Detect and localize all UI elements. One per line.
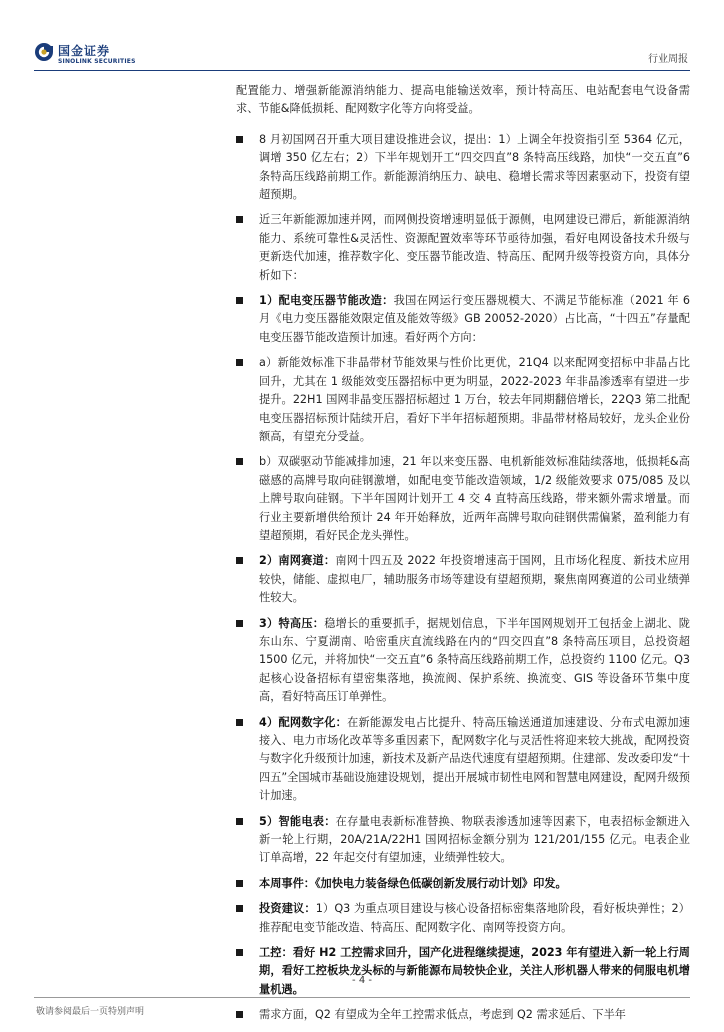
brand-name-en: SINOLINK SECURITIES bbox=[58, 58, 136, 65]
paragraph-text: 我国在网运行变压器规模大、不满足节能标准（2021 年 6 月《电力变压器能效限定值及能效等级》GB 20052-2020）占比高，“十四五”存量配电变压器节能改造预计加速。看好两个方向： bbox=[259, 294, 690, 344]
paragraph-lead: 2）南网赛道： bbox=[259, 554, 336, 568]
brand-name-cn: 国金证券 bbox=[58, 44, 111, 58]
paragraph-text: 《加快电力装备绿色低碳创新发展行动计划》印发。 bbox=[314, 876, 567, 890]
paragraph-text: 8 月初国网召开重大项目建设推进会议，提出：1）上调全年投资指引至 5364 亿元，调增 350 亿左右；2）下半年规划开工“四交四直”8 条特高压线路，加快“一交五直”6 条特高压线路前期工作。新能源消纳压力、缺电、稳增长需求等因素驱动下，投资有望超预期。 bbox=[259, 132, 690, 202]
paragraph-text: 在存量电表新标准替换、物联表渗透加速等因素下，电表招标金额进入新一轮上行期，20A/21A/22H1 国网招标金额分别为 121/201/155 亿元。电表企业订单高增，22 年起交付有望加速，业绩弹性较大。 bbox=[259, 814, 690, 865]
bullet-square-icon bbox=[236, 136, 243, 143]
report-type: 行业周报 bbox=[648, 54, 688, 65]
paragraph-text: b）双碳驱动节能减排加速，21 年以来变压器、电机新能效标准陆续落地，低损耗&高磁感的高牌号取向硅钢激增，如配电变节能改造领域，1/2 级能效要求 075/085 及以上牌号取向硅钢。下半年国网计划开工 4 交 4 直特高压线路，带来额外需求增量。而行业主要新增供给预计 24 年开始释放，近两年高牌号取向硅钢供需偏紧，盈利能力有望超预期，看好民企龙头弹性。 bbox=[259, 455, 690, 542]
bullet-square-icon bbox=[236, 949, 243, 956]
sinolink-logo-icon bbox=[34, 42, 54, 62]
bullet-paragraph-11 bbox=[236, 900, 690, 937]
paragraph-text: a）新能效标准下非晶带材节能效果与性价比更优，21Q4 以来配网变招标中非晶占比回升，尤其在 1 级能效变压器招标中更为明显，2022-2023 年非晶渗透率有望进一步提升。22H1 国网非晶变压器招标超过 1 万台，较去年同期翻倍增长，22Q3 第二批配电变压器招标预计陆续开启，看好下半年招标超预期。非晶带材格局较好，龙头企业份额高，有望充分受益。 bbox=[259, 356, 690, 443]
header-divider bbox=[34, 70, 690, 71]
paragraph-text: 1）Q3 为重点项目建设与核心设备招标密集落地阶段，看好板块弹性；2）推荐配电变节能改造、特高压、配网数字化、南网等投资方向。 bbox=[259, 902, 690, 934]
bullet-paragraph-2 bbox=[236, 211, 690, 285]
paragraph-text: 近三年新能源加速并网，而网侧投资增速明显低于源侧，电网建设已滞后，新能源消纳能力、系统可靠性&灵活性、资源配置效率等环节亟待加强，看好电网设备技术升级与更新迭代加速，推荐数字化、变压器节能改造、特高压、配网升级等投资方向，具体分析如下： bbox=[259, 213, 690, 282]
paragraph-lead: 3）特高压： bbox=[259, 616, 325, 630]
bullet-square-icon bbox=[236, 359, 243, 366]
bullet-paragraph-9 bbox=[236, 813, 690, 868]
paragraph-text: 需求方面，Q2 有望成为全年工控需求低点，考虑到 Q2 需求延后、下半年 bbox=[259, 1008, 626, 1022]
bullet-paragraph-6 bbox=[236, 552, 690, 607]
bullet-paragraph-7 bbox=[236, 615, 690, 707]
bullet-square-icon bbox=[236, 905, 243, 912]
paragraph-text: 看好 H2 工控需求回升，国产化进程继续提速，2023 年有望进入新一轮上行周期，看好工控板块龙头标的与新能源布局较快企业，关注人形机器人带来的伺服电机增量机遇。 bbox=[259, 946, 690, 996]
bullet-paragraph-10 bbox=[236, 875, 690, 893]
paragraph-text: 南网十四五及 2022 年投资增速高于国网，且市场化程度、新技术应用较快，储能、虚拟电厂，辅助服务市场等建设有望超预期，聚焦南网赛道的公司业绩弹性较大。 bbox=[259, 554, 690, 605]
bullet-paragraph-12 bbox=[236, 944, 690, 999]
bullet-paragraph-1 bbox=[236, 131, 690, 205]
bullet-paragraph-3 bbox=[236, 292, 690, 347]
bullet-square-icon bbox=[236, 818, 243, 825]
bullet-paragraph-13 bbox=[236, 1006, 690, 1024]
footer-disclaimer: 敬请参阅最后一页特别声明 bbox=[36, 1007, 145, 1017]
bullet-paragraph-8 bbox=[236, 714, 690, 806]
bullet-square-icon bbox=[236, 880, 243, 887]
paragraph-lead: 5）智能电表： bbox=[259, 814, 336, 828]
bullet-square-icon bbox=[236, 216, 243, 223]
paragraph-lead: 1）配电变压器节能改造： bbox=[259, 294, 394, 308]
bullet-paragraph-5 bbox=[236, 453, 690, 545]
paragraph-text: 稳增长的重要抓手，据规划信息，下半年国网规划开工包括金上湖北、陇东山东、宁夏湖南、哈密重庆直流线路在内的“四交四直”8 条特高压项目，总投资超 1500 亿元，并将加快“一交五直”6 条特高压线路前期工作，总投资约 1100 亿元。Q3 起核心设备招标有望密集落地，换流阀、保护系统、换流变、GIS 等设备环节集中度高，看好特高压订单弹性。 bbox=[259, 616, 690, 704]
paragraph-text: 在新能源发电占比提升、特高压输送通道加速建设、分布式电源加速接入、电力市场化改革等多重因素下，配网数字化与灵活性将迎来较大挑战，配网投资与数字化升级预计加速，新技术及新产品迭代速度有望超预期。住建部、发改委印发“十四五”全国城市基础设施建设规划，提出开展城市韧性电网和智慧电网建设，配网升级预计加速。 bbox=[259, 715, 690, 803]
bullet-square-icon bbox=[236, 557, 243, 564]
report-body bbox=[236, 82, 690, 1032]
bullet-square-icon bbox=[236, 297, 243, 304]
page-number: - 4 - bbox=[352, 975, 372, 986]
paragraph-lead: 工控： bbox=[259, 946, 293, 960]
paragraph-lead: 本周事件： bbox=[259, 876, 315, 890]
bullet-square-icon bbox=[236, 719, 243, 726]
bullet-square-icon bbox=[236, 1011, 243, 1018]
bullet-square-icon bbox=[236, 458, 243, 465]
bullet-paragraph-4 bbox=[236, 354, 690, 446]
paragraph-lead: 4）配网数字化： bbox=[259, 715, 348, 729]
page-header bbox=[0, 0, 724, 72]
paragraph-0 bbox=[236, 82, 690, 119]
footer-divider bbox=[34, 997, 690, 998]
bullet-square-icon bbox=[236, 620, 243, 627]
paragraph-lead: 投资建议： bbox=[259, 902, 316, 916]
paragraph-text: 配置能力、增强新能源消纳能力、提高电能输送效率，预计特高压、电站配套电气设备需求、节能&降低损耗、配网数字化等方向将受益。 bbox=[236, 84, 690, 116]
